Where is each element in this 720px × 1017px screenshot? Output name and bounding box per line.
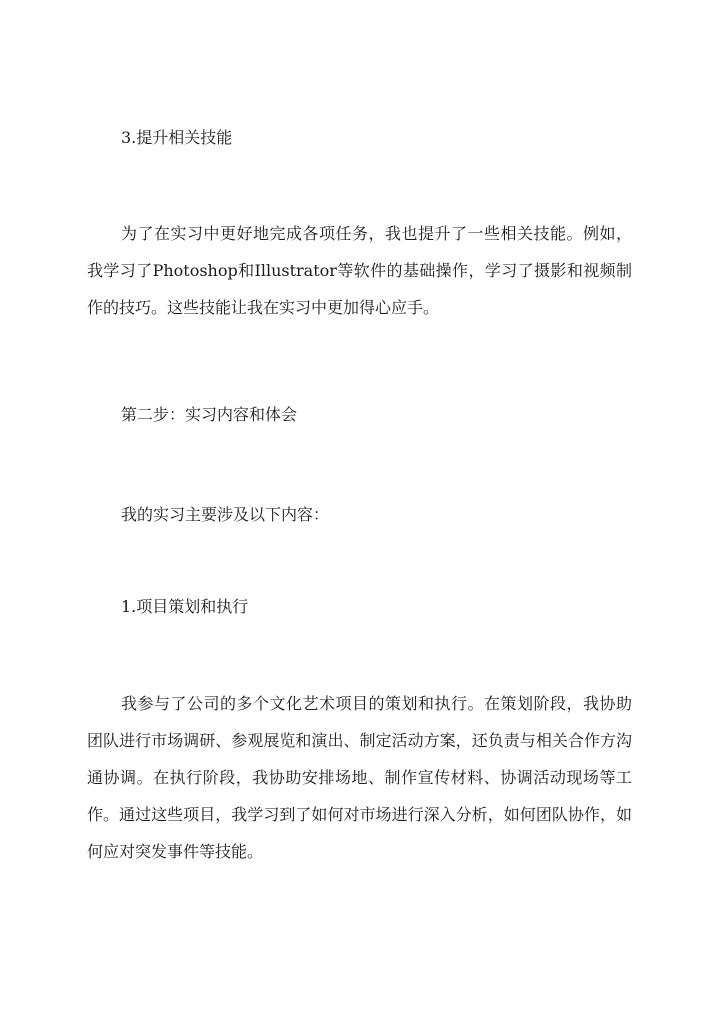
- paragraph-project-planning: 我参与了公司的多个文化艺术项目的策划和执行。在策划阶段，我协助团队进行市场调研、参观展览和演出、制定活动方案，还负责与相关合作方沟通协调。在执行阶段，我协助安排场地、制作宣传材料、协调活动现场等工作。通过这些项目，我学习到了如何对市场进行深入分析，如何团队协作，如何应对突发事件等技能。: [87, 694, 632, 861]
- paragraph-skills: 为了在实习中更好地完成各项任务，我也提升了一些相关技能。例如，我学习了Photoshop和Illustrator等软件的基础操作，学习了摄影和视频制作的技巧。这些技能让我在实习中更加得心应手。: [87, 224, 632, 317]
- section-heading-step-two: 第二步：实习内容和体会: [121, 405, 298, 424]
- section-heading-project-planning: 1.项目策划和执行: [121, 597, 249, 616]
- section-heading-improve-skills: 3.提升相关技能: [121, 128, 233, 147]
- intro-line-internship-content: 我的实习主要涉及以下内容：: [121, 505, 330, 524]
